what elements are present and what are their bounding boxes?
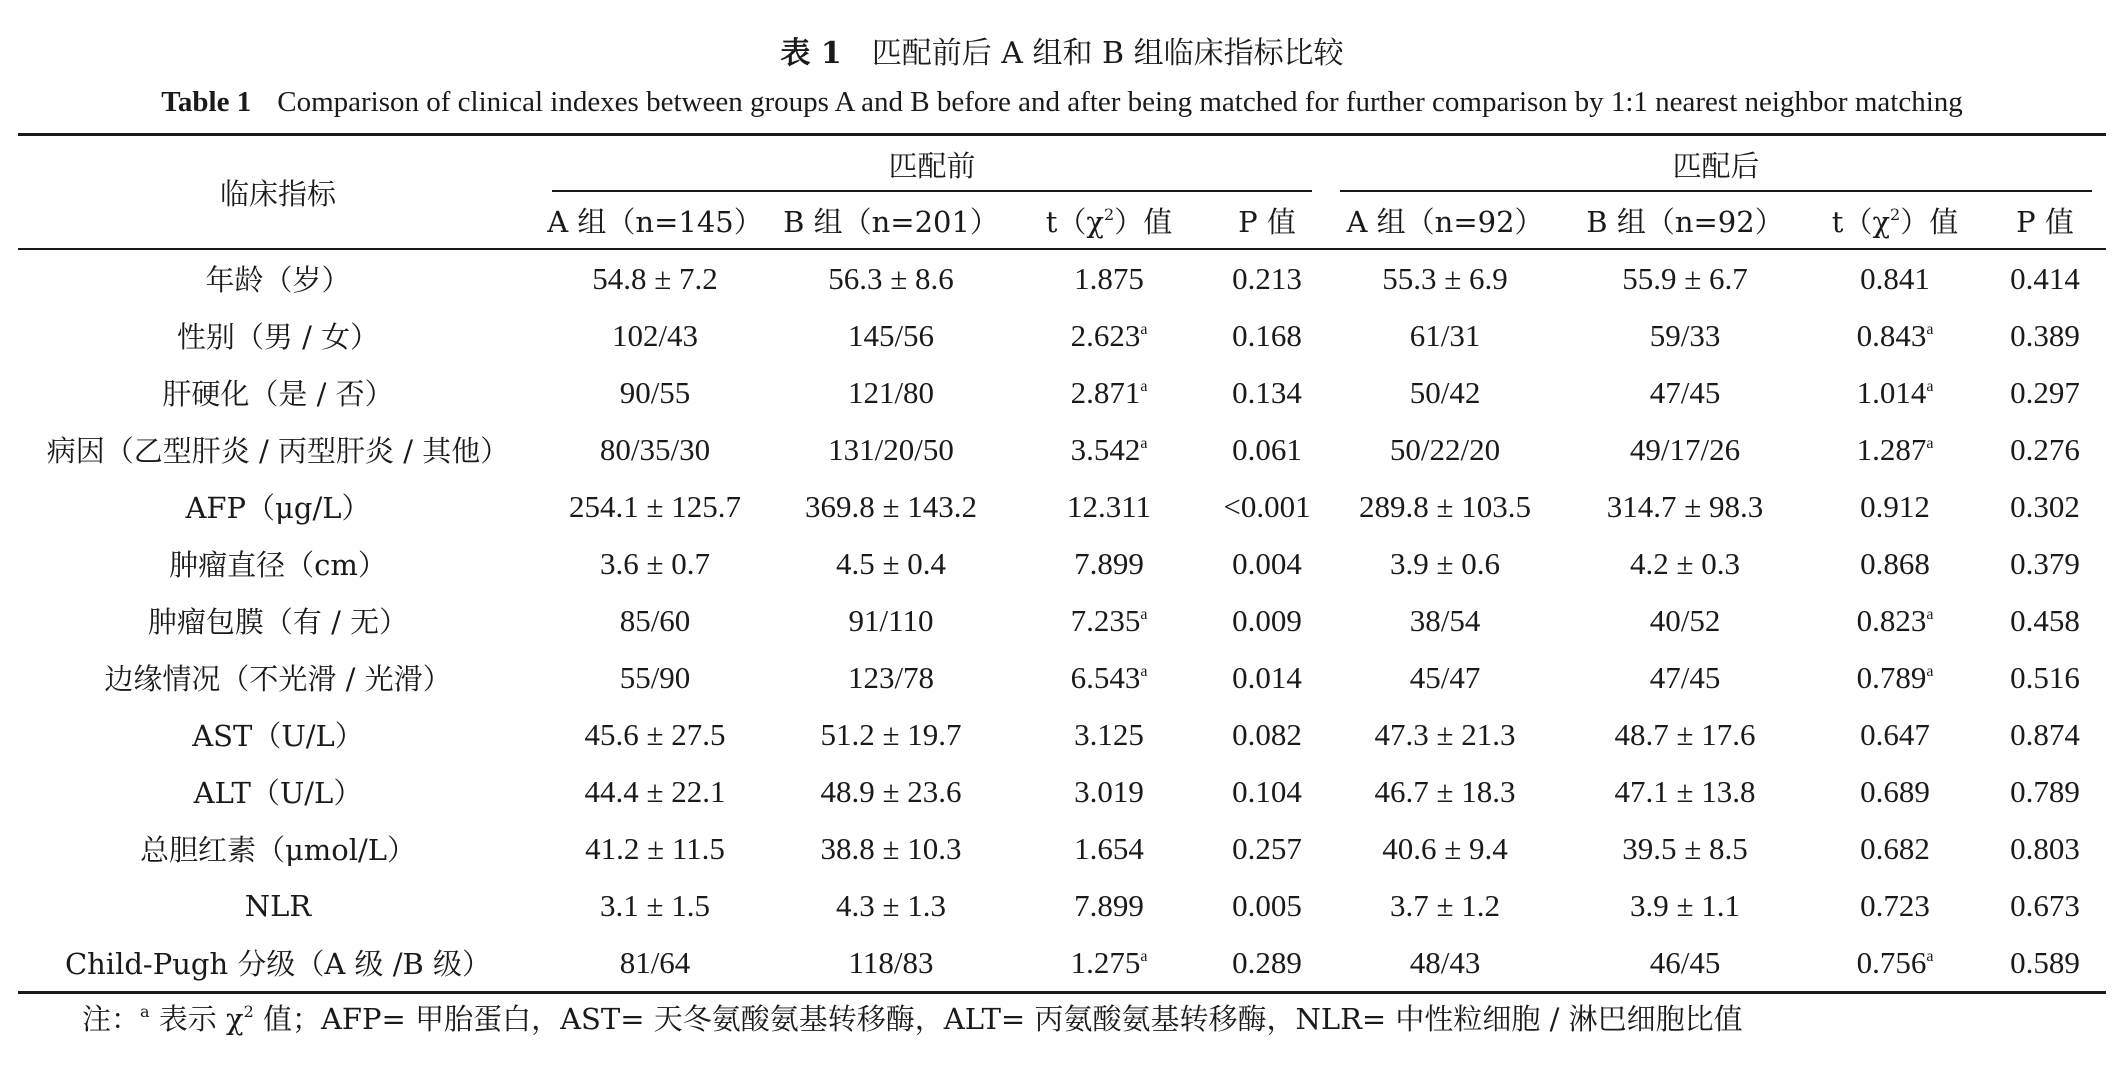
cell-p-after: 0.458 <box>2010 602 2080 638</box>
cell-p-after: 0.389 <box>2010 317 2080 353</box>
cell-p-before: 0.257 <box>1232 830 1302 866</box>
cell-group-b-after: 48.7 ± 17.6 <box>1614 716 1756 752</box>
cell-group-b-before: 51.2 ± 19.7 <box>820 716 962 752</box>
table-row <box>18 763 2106 820</box>
table-footnote: 注：$^a$ 表示 $\chi^2$ 值；AFP= 甲胎蛋白，AST= 天冬氨酸氨基转移酶，ALT= 丙氨酸氨基转移酶，NLR= 中性粒细胞 / 淋巴细胞比值 <box>82 1002 1743 1036</box>
cell-p-after: 0.803 <box>2010 830 2080 866</box>
cell-stat-before: 3.019 <box>1074 773 1144 809</box>
cell-stat-after: 0.912 <box>1860 488 1930 524</box>
header-group-b-before: B 组（n=201） <box>772 192 1010 249</box>
cell-group-a-before: 80/35/30 <box>599 431 711 467</box>
cell-stat-before: 12.311 <box>1066 488 1152 524</box>
cell-stat-before: 1.654 <box>1074 830 1144 866</box>
cell-group-b-after: 4.2 ± 0.3 <box>1630 545 1741 581</box>
cell-stat-before: 7.235$^a$ <box>1070 602 1148 638</box>
cell-group-a-before: 45.6 ± 27.5 <box>584 716 726 752</box>
cell-stat-after: 1.287$^a$ <box>1856 431 1934 467</box>
cell-p-before: 0.104 <box>1232 773 1302 809</box>
cell-p-before: 0.213 <box>1232 260 1302 296</box>
cell-stat-before: 3.542$^a$ <box>1070 431 1148 467</box>
row-indicator: 肿瘤直径（cm） <box>169 548 387 582</box>
cell-group-b-after: 47/45 <box>1649 659 1721 695</box>
cell-stat-before: 2.623$^a$ <box>1070 317 1148 353</box>
row-indicator: Child-Pugh 分级（A 级 /B 级） <box>64 947 492 981</box>
table-row <box>18 307 2106 364</box>
cell-p-after: 0.302 <box>2010 488 2080 524</box>
cell-group-a-after: 40.6 ± 9.4 <box>1382 830 1508 866</box>
cell-group-b-before: 369.8 ± 143.2 <box>804 488 977 524</box>
header-group-a-before: A 组（n=145） <box>538 192 772 249</box>
header-stat-after: $t(\chi^2)$值 <box>1806 192 1984 249</box>
cell-group-b-before: 131/20/50 <box>828 431 954 467</box>
cell-stat-before: 3.125 <box>1074 716 1144 752</box>
cell-group-b-before: 38.8 ± 10.3 <box>820 830 962 866</box>
row-indicator: ALT（U/L） <box>193 776 363 810</box>
cell-group-a-after: 45/47 <box>1409 659 1481 695</box>
cell-group-a-after: 55.3 ± 6.9 <box>1382 260 1508 296</box>
cell-stat-after: 1.014$^a$ <box>1856 374 1934 410</box>
cell-group-b-before: 48.9 ± 23.6 <box>820 773 962 809</box>
cell-p-after: 0.673 <box>2010 887 2080 923</box>
cell-p-after: 0.874 <box>2010 716 2080 752</box>
cell-stat-after: 0.723 <box>1860 887 1930 923</box>
cell-group-b-before: 4.5 ± 0.4 <box>835 545 946 581</box>
cell-group-a-after: 61/31 <box>1409 317 1481 353</box>
cell-group-a-after: 50/42 <box>1409 374 1481 410</box>
table-row <box>18 421 2106 478</box>
caption-en-text: Comparison of clinical indexes between groups A and B before and after being matched for further comparison by 1:1 nearest neighbor matching <box>277 86 1963 118</box>
row-indicator: 病因（乙型肝炎 / 丙型肝炎 / 其他） <box>46 434 510 468</box>
cell-group-b-after: 49/17/26 <box>1629 431 1741 467</box>
cell-stat-after: 0.868 <box>1860 545 1930 581</box>
row-indicator: 性别（男 / 女） <box>176 320 380 354</box>
table-caption <box>0 30 2124 126</box>
cell-group-a-before: 254.1 ± 125.7 <box>568 488 741 524</box>
row-indicator: 肝硬化（是 / 否） <box>162 377 394 411</box>
cell-group-a-before: 54.8 ± 7.2 <box>592 260 718 296</box>
cell-stat-after: 0.843$^a$ <box>1856 317 1934 353</box>
cell-p-after: 0.589 <box>2010 944 2080 980</box>
cell-group-b-after: 3.9 ± 1.1 <box>1630 887 1741 923</box>
cell-group-a-before: 102/43 <box>611 317 699 353</box>
cell-group-a-after: 48/43 <box>1409 944 1481 980</box>
header-indicator: 临床指标 <box>18 135 538 250</box>
row-indicator: 总胆红素（μmol/L） <box>139 833 417 867</box>
table-body <box>18 249 2106 993</box>
cell-group-b-before: 56.3 ± 8.6 <box>828 260 954 296</box>
cell-group-a-after: 3.9 ± 0.6 <box>1390 545 1501 581</box>
cell-group-a-after: 47.3 ± 21.3 <box>1374 716 1516 752</box>
cell-group-a-after: 50/22/20 <box>1389 431 1501 467</box>
cell-group-a-before: 3.6 ± 0.7 <box>599 545 710 581</box>
cell-p-before: 0.289 <box>1232 944 1302 980</box>
cell-group-a-after: 38/54 <box>1409 602 1481 638</box>
table-row <box>18 249 2106 307</box>
cell-group-b-before: 145/56 <box>847 317 935 353</box>
cell-group-b-after: 55.9 ± 6.7 <box>1622 260 1748 296</box>
row-indicator: NLR <box>244 888 312 923</box>
comparison-table <box>18 133 2106 994</box>
cell-p-before: 0.168 <box>1232 317 1302 353</box>
table-row <box>18 706 2106 763</box>
cell-group-a-before: 41.2 ± 11.5 <box>585 830 725 866</box>
header-p-before: P 值 <box>1208 192 1326 249</box>
cell-stat-after: 0.823$^a$ <box>1856 602 1934 638</box>
cell-stat-after: 0.789$^a$ <box>1856 659 1934 695</box>
cell-stat-after: 0.682 <box>1860 830 1930 866</box>
cell-group-b-after: 39.5 ± 8.5 <box>1622 830 1748 866</box>
row-indicator: AST（U/L） <box>192 719 364 753</box>
table-row <box>18 592 2106 649</box>
cell-group-a-after: 46.7 ± 18.3 <box>1374 773 1516 809</box>
row-indicator: 肿瘤包膜（有 / 无） <box>147 605 409 639</box>
cell-stat-before: 7.899 <box>1074 887 1144 923</box>
table-row <box>18 820 2106 877</box>
cell-group-a-after: 289.8 ± 103.5 <box>1359 488 1532 524</box>
cell-p-after: 0.276 <box>2010 431 2080 467</box>
table-row <box>18 535 2106 592</box>
header-before-match: 匹配前 <box>538 135 1326 193</box>
cell-p-before: 0.005 <box>1232 887 1302 923</box>
cell-stat-before: 1.275$^a$ <box>1070 944 1148 980</box>
cell-p-before: 0.004 <box>1232 545 1302 581</box>
cell-p-before: 0.009 <box>1232 602 1302 638</box>
header-p-after: P 值 <box>1984 192 2106 249</box>
row-indicator: AFP（μg/L） <box>185 491 371 525</box>
cell-group-b-before: 4.3 ± 1.3 <box>835 887 946 923</box>
cell-p-after: 0.379 <box>2010 545 2080 581</box>
cell-p-before: 0.082 <box>1232 716 1302 752</box>
table-row <box>18 649 2106 706</box>
caption-cn-text: 匹配前后 A 组和 B 组临床指标比较 <box>871 36 1344 71</box>
cell-group-b-before: 123/78 <box>847 659 935 695</box>
caption-cn-label: 表 1 <box>780 36 842 71</box>
cell-stat-before: 6.543$^a$ <box>1070 659 1148 695</box>
cell-group-b-after: 59/33 <box>1649 317 1721 353</box>
cell-stat-after: 0.756$^a$ <box>1856 944 1934 980</box>
cell-group-b-before: 91/110 <box>848 602 934 638</box>
cell-group-b-before: 121/80 <box>847 374 935 410</box>
cell-group-a-before: 90/55 <box>619 374 691 410</box>
cell-stat-before: 7.899 <box>1074 545 1144 581</box>
cell-p-before: <0.001 <box>1223 488 1311 524</box>
header-after-match: 匹配后 <box>1326 135 2106 193</box>
cell-group-a-before: 85/60 <box>619 602 691 638</box>
table-row <box>18 934 2106 993</box>
header-group-b-after: B 组（n=92） <box>1564 192 1806 249</box>
cell-stat-before: 2.871$^a$ <box>1070 374 1148 410</box>
cell-p-before: 0.014 <box>1232 659 1302 695</box>
row-indicator: 边缘情况（不光滑 / 光滑） <box>104 662 452 696</box>
table-row <box>18 877 2106 934</box>
caption-english <box>0 78 2124 126</box>
caption-en-label: Table 1 <box>161 86 252 118</box>
cell-p-after: 0.789 <box>2010 773 2080 809</box>
cell-group-b-after: 314.7 ± 98.3 <box>1606 488 1764 524</box>
cell-group-b-after: 47.1 ± 13.8 <box>1614 773 1756 809</box>
cell-p-after: 0.297 <box>2010 374 2080 410</box>
cell-group-a-before: 3.1 ± 1.5 <box>599 887 710 923</box>
cell-group-a-before: 44.4 ± 22.1 <box>584 773 726 809</box>
table-header <box>18 135 2106 250</box>
cell-p-after: 0.414 <box>2010 260 2080 296</box>
cell-stat-after: 0.689 <box>1860 773 1930 809</box>
cell-group-a-before: 55/90 <box>619 659 691 695</box>
row-indicator: 年龄（岁） <box>205 263 351 297</box>
table-row <box>18 478 2106 535</box>
cell-group-b-before: 118/83 <box>848 944 934 980</box>
caption-chinese <box>0 30 2124 78</box>
cell-group-b-after: 46/45 <box>1649 944 1721 980</box>
cell-p-before: 0.134 <box>1232 374 1302 410</box>
cell-p-before: 0.061 <box>1232 431 1302 467</box>
cell-group-b-after: 40/52 <box>1649 602 1721 638</box>
header-stat-before: $t(\chi^2)$值 <box>1010 192 1208 249</box>
cell-stat-after: 0.647 <box>1860 716 1930 752</box>
header-group-a-after: A 组（n=92） <box>1326 192 1564 249</box>
cell-group-a-before: 81/64 <box>619 944 691 980</box>
cell-stat-before: 1.875 <box>1074 260 1144 296</box>
cell-group-b-after: 47/45 <box>1649 374 1721 410</box>
cell-group-a-after: 3.7 ± 1.2 <box>1390 887 1501 923</box>
cell-stat-after: 0.841 <box>1860 260 1930 296</box>
table-row <box>18 364 2106 421</box>
cell-p-after: 0.516 <box>2010 659 2080 695</box>
